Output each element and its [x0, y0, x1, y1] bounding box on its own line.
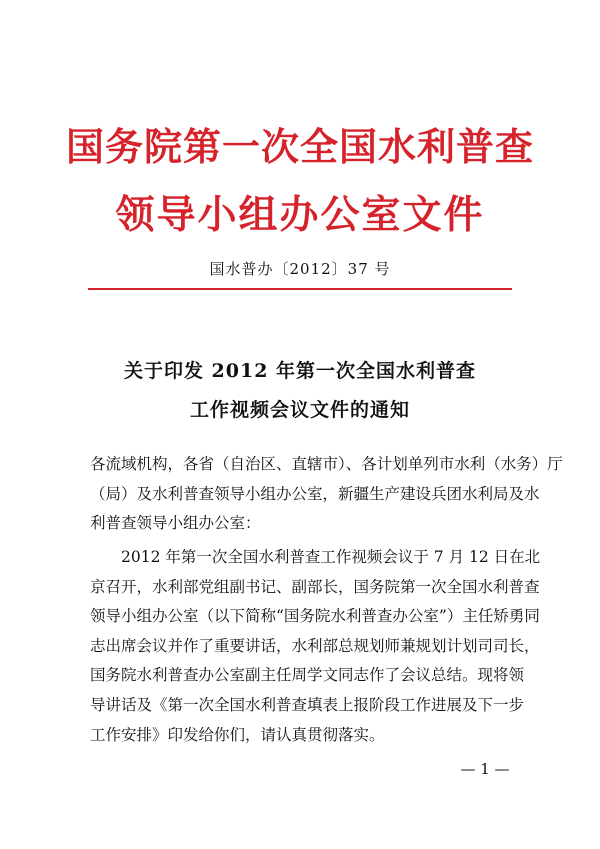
paragraph-line: 志出席会议并作了重要讲话，水利部总规划师兼规划计划司司长，: [90, 636, 540, 655]
paragraph-line: 2012 年第一次全国水利普查工作视频会议于 7 月 12 日在北: [121, 548, 541, 566]
paragraph-line: 国务院水利普查办公室副主任周学文同志作了会议总结。现将领: [90, 666, 525, 685]
addressee-line: （局）及水利普查领导小组办公室，新疆生产建设兵团水利局及水: [90, 484, 540, 503]
page-number: — 1 —: [460, 760, 510, 778]
addressee-block: [90, 450, 563, 539]
body-paragraph: [90, 543, 541, 750]
addressee-line: 利普查领导小组办公室：: [90, 514, 261, 533]
paragraph-line: 京召开，水利部党组副书记、副部长，国务院第一次全国水利普查: [90, 577, 540, 596]
document-number: 国水普办〔2012〕37 号: [209, 260, 391, 278]
subject-title-line2: 工作视频会议文件的通知: [189, 399, 410, 421]
paragraph-line: 工作安排》印发给你们，请认真贯彻落实。: [90, 725, 385, 744]
paragraph-line: 导讲话及《第一次全国水利普查填表上报阶段工作进展及下一步: [90, 695, 525, 714]
document-header-title-line1: 国务院第一次全国水利普查: [65, 124, 534, 169]
addressee-line: 各流域机构，各省（自治区、直辖市）、各计划单列市水利（水务）厅: [90, 455, 563, 473]
paragraph-line: 领导小组办公室（以下简称“国务院水利普查办公室”）主任矫勇同: [90, 607, 540, 626]
document-header-title-line2: 领导小组办公室文件: [115, 192, 485, 238]
subject-title-line1: 关于印发 2012 年第一次全国水利普查: [123, 360, 477, 382]
red-divider-line: [88, 288, 512, 290]
